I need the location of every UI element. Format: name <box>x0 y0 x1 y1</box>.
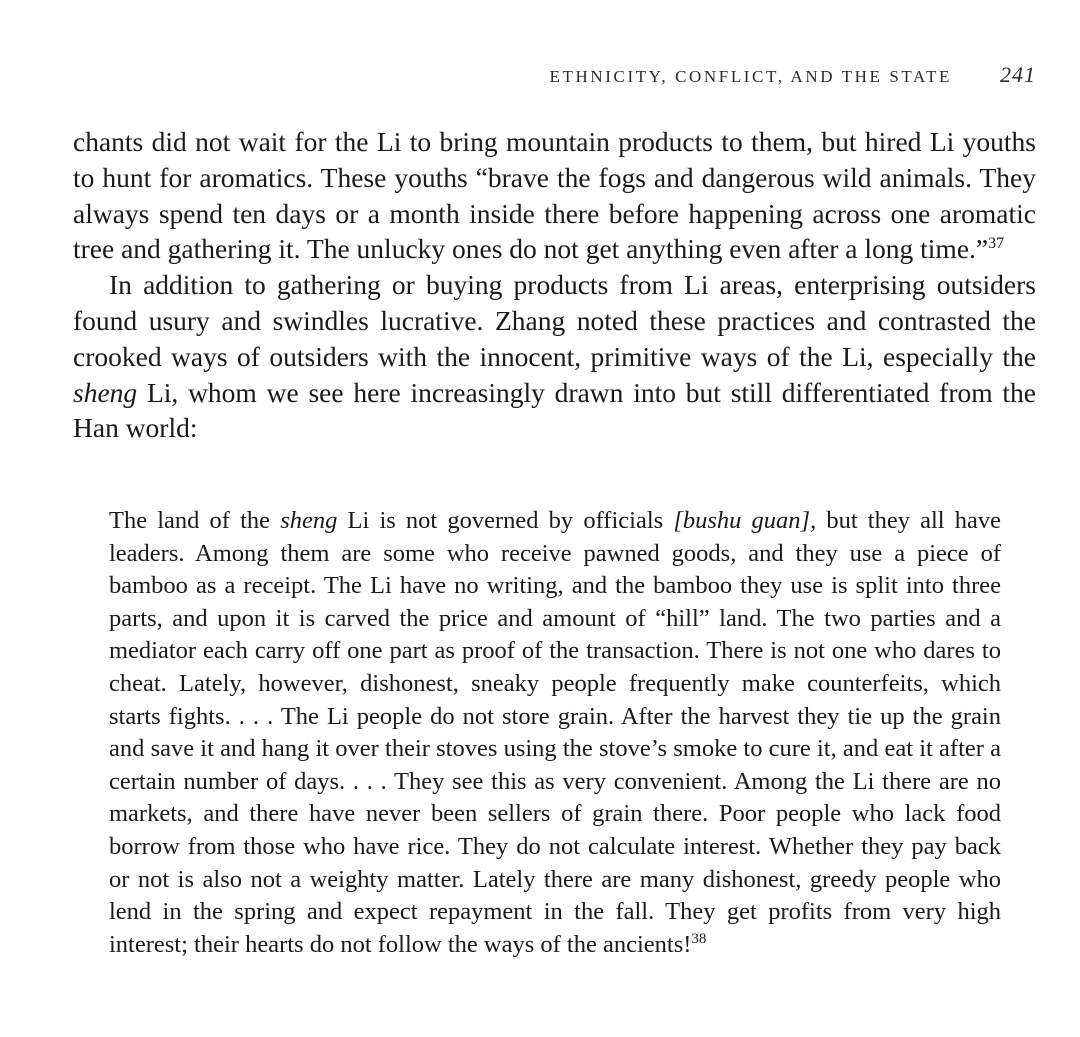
paragraph-continued <box>73 124 1036 267</box>
quote-text: The land of the <box>109 507 281 534</box>
block-quote <box>109 505 1001 961</box>
footnote-ref-37[interactable]: 37 <box>988 235 1005 253</box>
quote-paragraph <box>109 505 1001 961</box>
italic-term: sheng <box>73 376 138 408</box>
main-text <box>73 124 1036 446</box>
page-number: 241 <box>1000 62 1036 87</box>
italic-term: [bushu guan] <box>673 507 811 534</box>
paragraph-text: In addition to gathering or buying products from Li areas, enterprising outsiders found usury and swindles lucrative. Zhang noted these practices and contrasted the crooked ways of outsiders with the innocent, primitive ways of the Li, especially the <box>73 269 1036 372</box>
paragraph <box>73 267 1036 446</box>
running-title: ETHNICITY, CONFLICT, AND THE STATE <box>549 67 952 86</box>
italic-term: sheng <box>280 507 338 534</box>
quote-text: , but they all have leaders. Among them are some who receive pawned goods, and they use a piece of bamboo as a receipt. The Li have no writing, and the bamboo they use is split into three parts, and upon it is carved the price and amount of “hill” land. The two parties and a mediator each carry off one part as proof of the transaction. There is not one who dares to cheat. Lately, however, dishonest, sneaky people frequently make counterfeits, which starts fights. . . . The Li people do not store grain. After the harvest they tie up the grain and save it and hang it over their stoves using the stove’s smoke to cure it, and eat it after a certain number of days. . . . They see this as very convenient. Among the Li there are no markets, and there have never been sellers of grain there. Poor people who lack food borrow from those who have rice. They do not calculate interest. Whether they pay back or not is also not a weighty matter. Lately there are many dishonest, greedy people who lend in the spring and expect repayment in the fall. They get profits from very high interest; their hearts do not follow the ways of the ancients! <box>109 507 1001 958</box>
quote-text: Li is not governed by officials <box>337 507 674 534</box>
footnote-ref-38[interactable]: 38 <box>691 930 707 947</box>
paragraph-text: Li, whom we see here increasingly drawn into but still differentiated from the Han world: <box>73 376 1036 444</box>
running-header <box>0 62 1036 88</box>
paragraph-text: chants did not wait for the Li to bring mountain products to them, but hired Li youths to hunt for aromatics. These youths “brave the fogs and dangerous wild animals. They always spend ten days or a month inside there before happening across one aromatic tree and gathering it. The unlucky ones do not get anything even after a long time.” <box>73 126 1036 265</box>
